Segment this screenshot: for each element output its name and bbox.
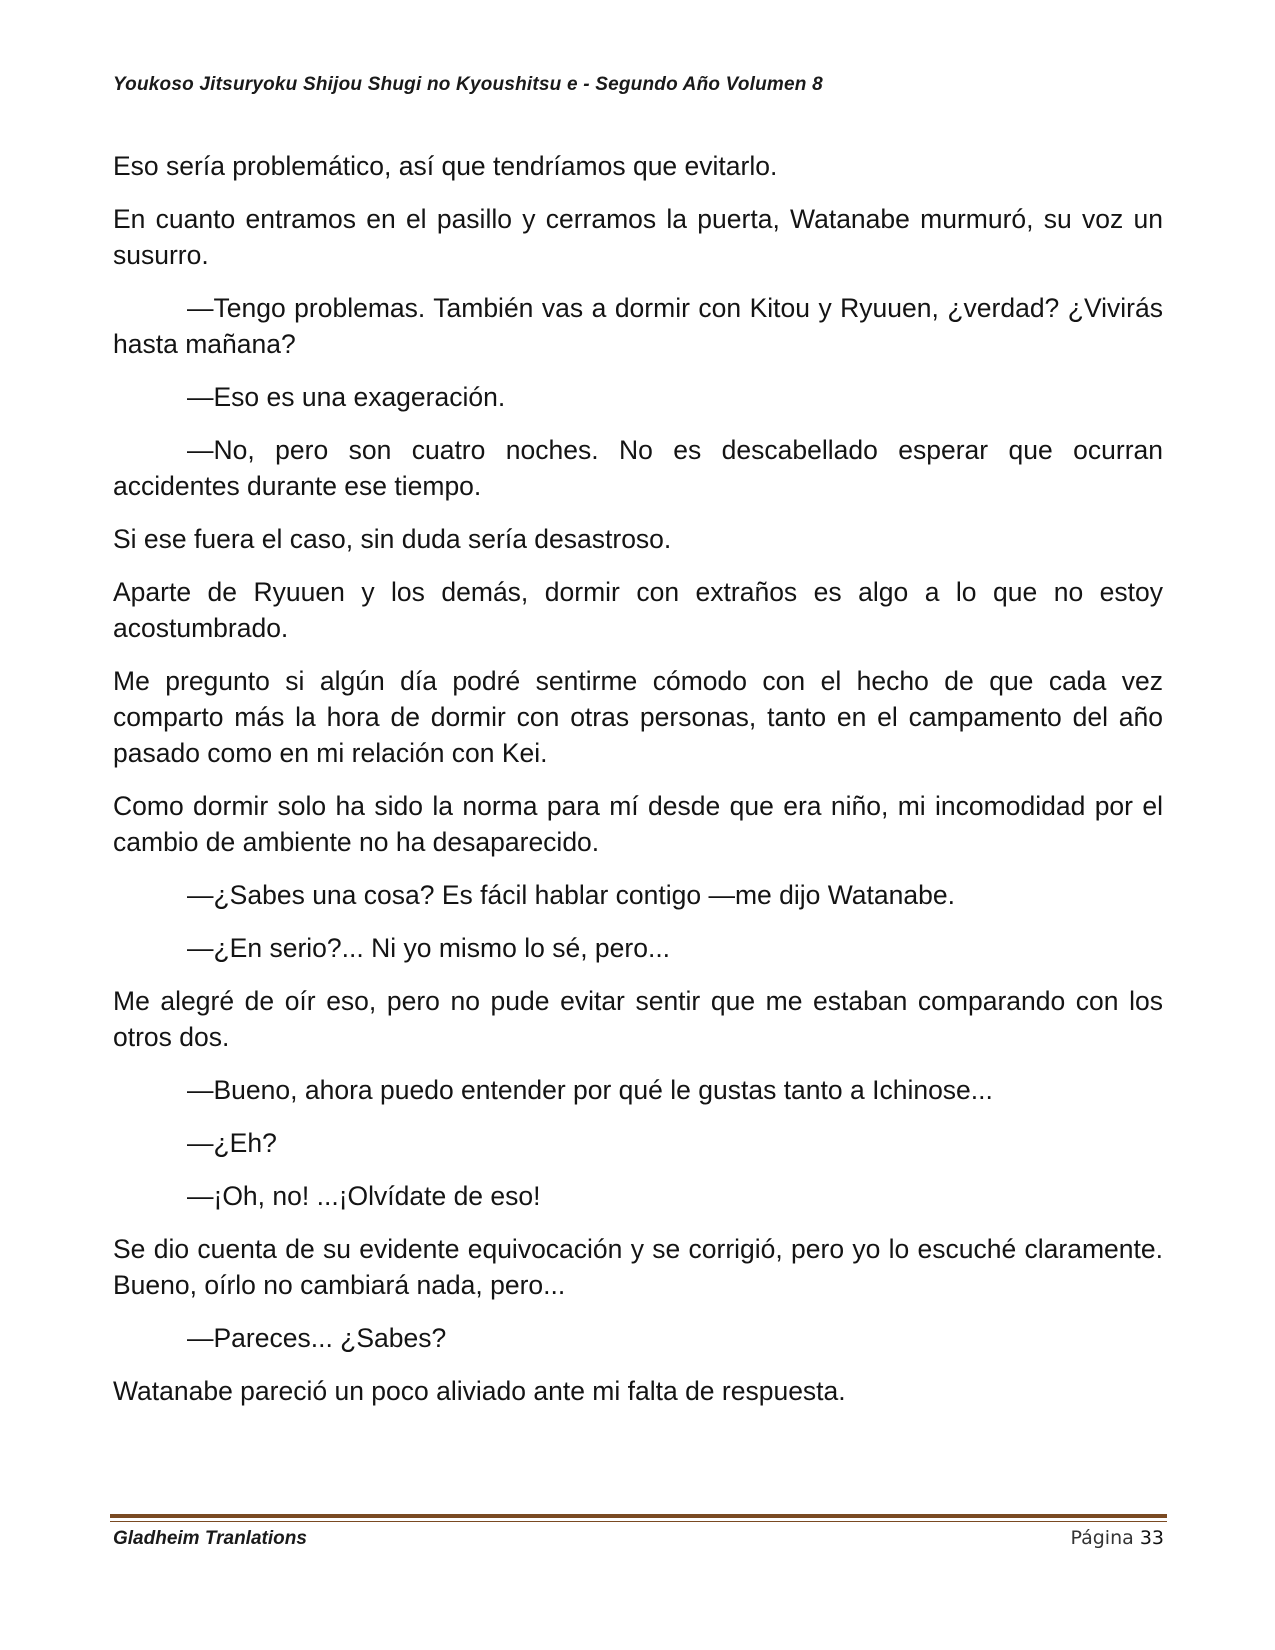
dialogue-line: —Bueno, ahora puedo entender por qué le gustas tanto a Ichinose...: [187, 1075, 993, 1105]
dialogue-line: —Pareces... ¿Sabes?: [187, 1323, 447, 1353]
dialogue-line: —¿En serio?... Ni yo mismo lo sé, pero...: [187, 933, 671, 963]
paragraph: Me alegré de oír eso, pero no pude evitar sentir que me estaban comparando con los otros dos.: [113, 986, 1163, 1052]
dialogue-line: —No, pero son cuatro noches. No es descabellado esperar que ocurran accidentes durante ese tiempo.: [113, 435, 1163, 501]
publisher-name: Gladheim Tranlations: [113, 1528, 307, 1549]
paragraph: En cuanto entramos en el pasillo y cerramos la puerta, Watanabe murmuró, su voz un susurro.: [113, 204, 1163, 270]
footer-rule-thin: [110, 1521, 1167, 1522]
paragraph: Si ese fuera el caso, sin duda sería desastroso.: [113, 524, 672, 554]
paragraph: Me pregunto si algún día podré sentirme cómodo con el hecho de que cada vez comparto más la hora de dormir con otras personas, tanto en el campamento del año pasado como en mi relación con Kei.: [113, 666, 1163, 768]
page-body: [113, 148, 1163, 1426]
paragraph: Eso sería problemático, así que tendríamos que evitarlo.: [113, 151, 778, 181]
dialogue-line: —Eso es una exageración.: [187, 382, 506, 412]
paragraph: Como dormir solo ha sido la norma para mí desde que era niño, mi incomodidad por el cambio de ambiente no ha desaparecido.: [113, 791, 1163, 857]
dialogue-line: —¡Oh, no! ...¡Olvídate de eso!: [187, 1181, 541, 1211]
dialogue-line: —¿Sabes una cosa? Es fácil hablar contigo —me dijo Watanabe.: [187, 880, 955, 910]
footer-rule-thick: [110, 1514, 1167, 1518]
page-number: 33: [1139, 1527, 1164, 1549]
running-header: Youkoso Jitsuryoku Shijou Shugi no Kyoushitsu e - Segundo Año Volumen 8: [113, 74, 823, 95]
paragraph: Watanabe pareció un poco aliviado ante mi falta de respuesta.: [113, 1376, 846, 1406]
dialogue-line: —¿Eh?: [187, 1128, 277, 1158]
paragraph: Aparte de Ryuuen y los demás, dormir con extraños es algo a lo que no estoy acostumbrado.: [113, 577, 1163, 643]
paragraph: Se dio cuenta de su evidente equivocación y se corrigió, pero yo lo escuché claramente. Bueno, oírlo no cambiará nada, pero...: [113, 1234, 1163, 1300]
page-label: Página: [1070, 1527, 1134, 1549]
page-indicator: [1070, 1527, 1164, 1549]
dialogue-line: —Tengo problemas. También vas a dormir con Kitou y Ryuuen, ¿verdad? ¿Vivirás hasta mañana?: [113, 293, 1163, 359]
